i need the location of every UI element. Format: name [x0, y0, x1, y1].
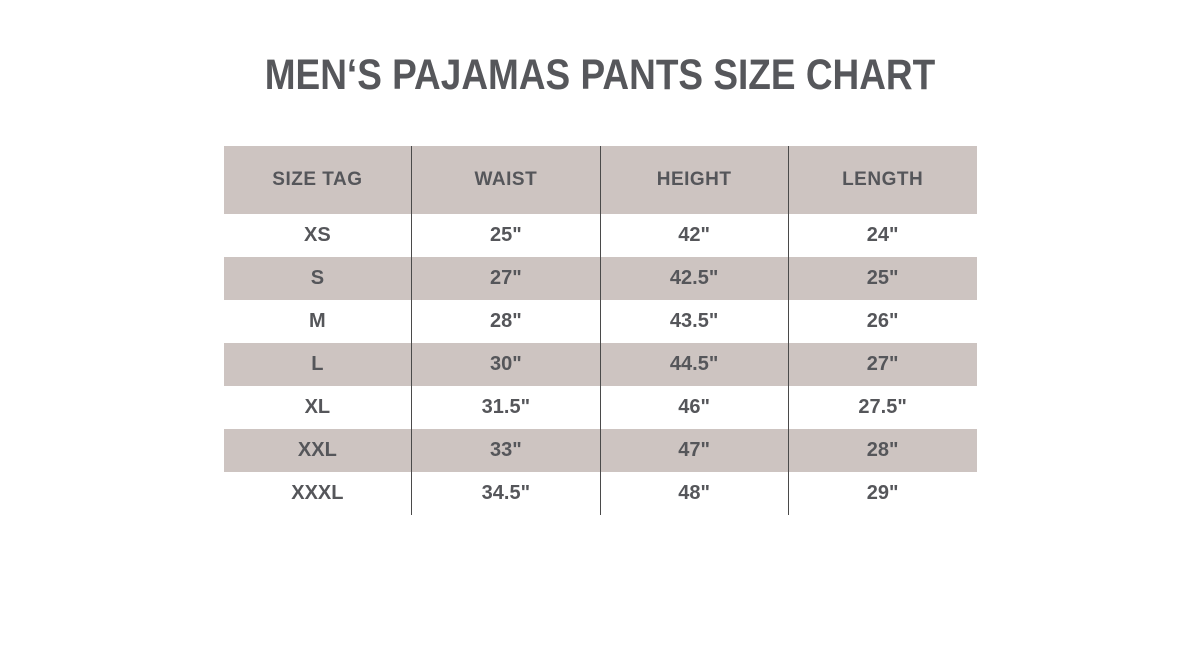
- cell-height: 44.5": [600, 343, 788, 386]
- table-row-xl: [224, 386, 977, 429]
- size-chart-table: [224, 146, 977, 515]
- cell-size: XS: [304, 224, 331, 246]
- cell-size: M: [309, 310, 326, 332]
- column-header-length: LENGTH: [788, 146, 976, 214]
- table-row-m: [224, 300, 977, 343]
- cell-waist: 33": [412, 429, 600, 472]
- cell-waist: 25": [412, 214, 600, 257]
- table-row-xxxl: [224, 472, 977, 515]
- table-row-l: [224, 343, 977, 386]
- column-header-size-tag: SIZE TAG: [224, 146, 412, 214]
- cell-size: XXL: [224, 429, 412, 472]
- cell-size: L: [224, 343, 412, 386]
- cell-length: 25": [788, 257, 976, 300]
- cell-length: 24": [788, 214, 976, 257]
- cell-height: 46": [600, 386, 788, 429]
- cell-size: XXXL: [291, 482, 344, 504]
- cell-length: 27.5": [788, 386, 976, 429]
- cell-length: 29": [788, 472, 976, 515]
- cell-waist: 27": [412, 257, 600, 300]
- table-row-xxl: [224, 429, 977, 472]
- cell-height: 42.5": [600, 257, 788, 300]
- cell-height: 48": [600, 472, 788, 515]
- cell-length: 26": [788, 300, 976, 343]
- page-title: MEN‘S PAJAMAS PANTS SIZE CHART: [264, 51, 936, 99]
- column-header-height: HEIGHT: [600, 146, 788, 214]
- cell-height: 43.5": [600, 300, 788, 343]
- table-row-xs: [224, 214, 977, 257]
- cell-height: 42": [600, 214, 788, 257]
- cell-waist: 30": [412, 343, 600, 386]
- cell-waist: 31.5": [412, 386, 600, 429]
- cell-waist: 28": [412, 300, 600, 343]
- cell-waist: 34.5": [412, 472, 600, 515]
- table-row-s: [224, 257, 977, 300]
- column-header-waist: WAIST: [412, 146, 600, 214]
- cell-size: XL: [304, 396, 331, 418]
- cell-length: 28": [788, 429, 976, 472]
- header-row: [224, 146, 977, 214]
- cell-height: 47": [600, 429, 788, 472]
- cell-length: 27": [788, 343, 976, 386]
- cell-size: S: [224, 257, 412, 300]
